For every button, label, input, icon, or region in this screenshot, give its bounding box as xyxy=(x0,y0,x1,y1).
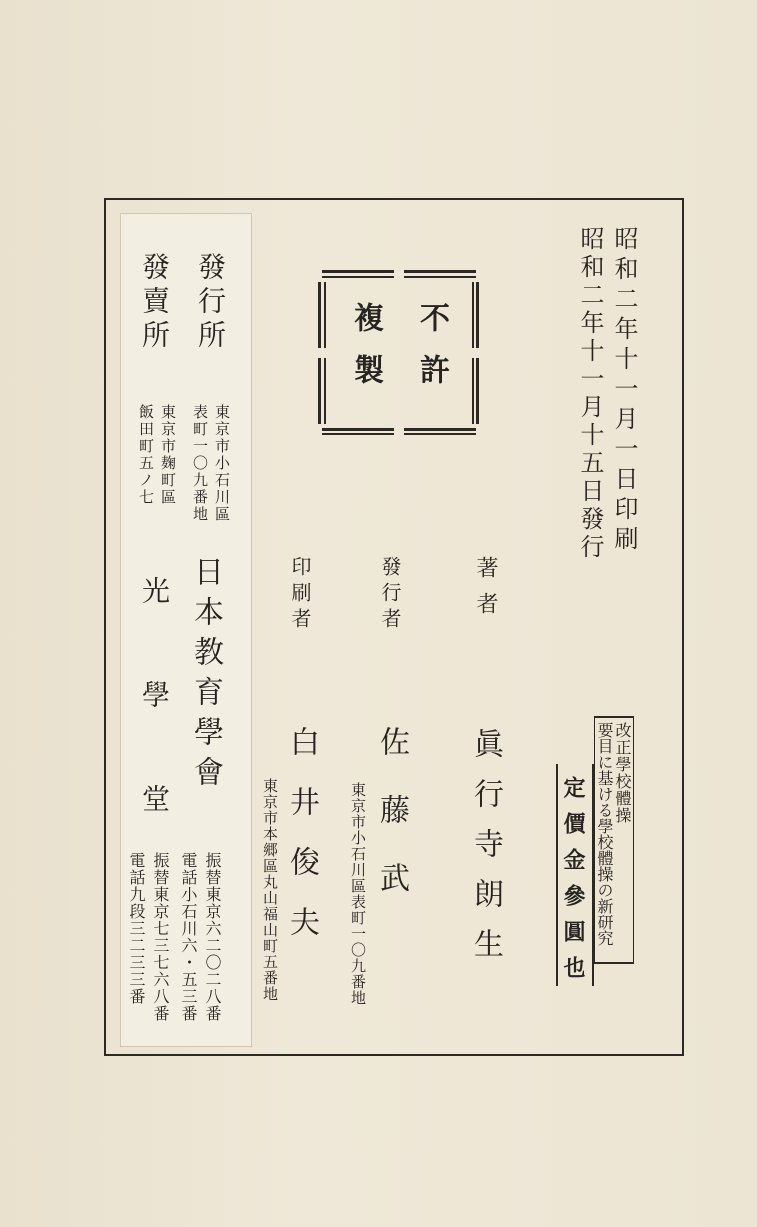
price: 定價金參圓也 xyxy=(560,776,586,992)
selling-transfer: 振替東京七三七六八番 xyxy=(151,852,170,1022)
selling-address-2: 飯田町五ノ七 xyxy=(137,404,155,506)
printer-name: 白井俊夫 xyxy=(284,726,319,966)
publisher-name: 佐藤武 xyxy=(374,726,409,930)
issuing-address-1: 東京市小石川區 xyxy=(213,404,231,523)
stamp-line-2: 複製 xyxy=(348,302,383,406)
author-label: 著者 xyxy=(473,556,498,628)
no-reproduction-stamp xyxy=(318,268,482,438)
issuing-transfer: 振替東京六二〇二八番 xyxy=(203,852,222,1022)
selling-office-label: 發賣所 xyxy=(138,252,171,354)
stamp-line-1: 不許 xyxy=(414,302,449,406)
printer-address: 東京市本郷區丸山福山町五番地 xyxy=(261,778,279,1002)
selling-phone: 電話九段三二三三番 xyxy=(127,852,146,1005)
book-title-line-1: 改正學校體操 xyxy=(613,722,632,824)
selling-name: 光學堂 xyxy=(138,576,171,888)
printer-label: 印刷者 xyxy=(288,556,312,634)
issuing-name: 日本教育學會 xyxy=(188,556,223,796)
issuing-address-2: 表町一〇九番地 xyxy=(191,404,209,523)
publisher-address: 東京市小石川區表町一〇九番地 xyxy=(349,782,367,1006)
author-name: 眞行寺朗生 xyxy=(468,728,503,978)
publisher-label: 發行者 xyxy=(378,556,402,634)
issuing-office-label: 發行所 xyxy=(194,252,227,354)
issue-date: 昭和二年十一月十五日發行 xyxy=(576,226,604,562)
issuing-phone: 電話小石川六・五三番 xyxy=(179,852,198,1022)
print-date: 昭和二年十一月一日印刷 xyxy=(610,226,638,556)
selling-address-1: 東京市麹町區 xyxy=(159,404,177,506)
book-title-line-2: 要目に基ける學校體操の新研究 xyxy=(595,722,614,946)
